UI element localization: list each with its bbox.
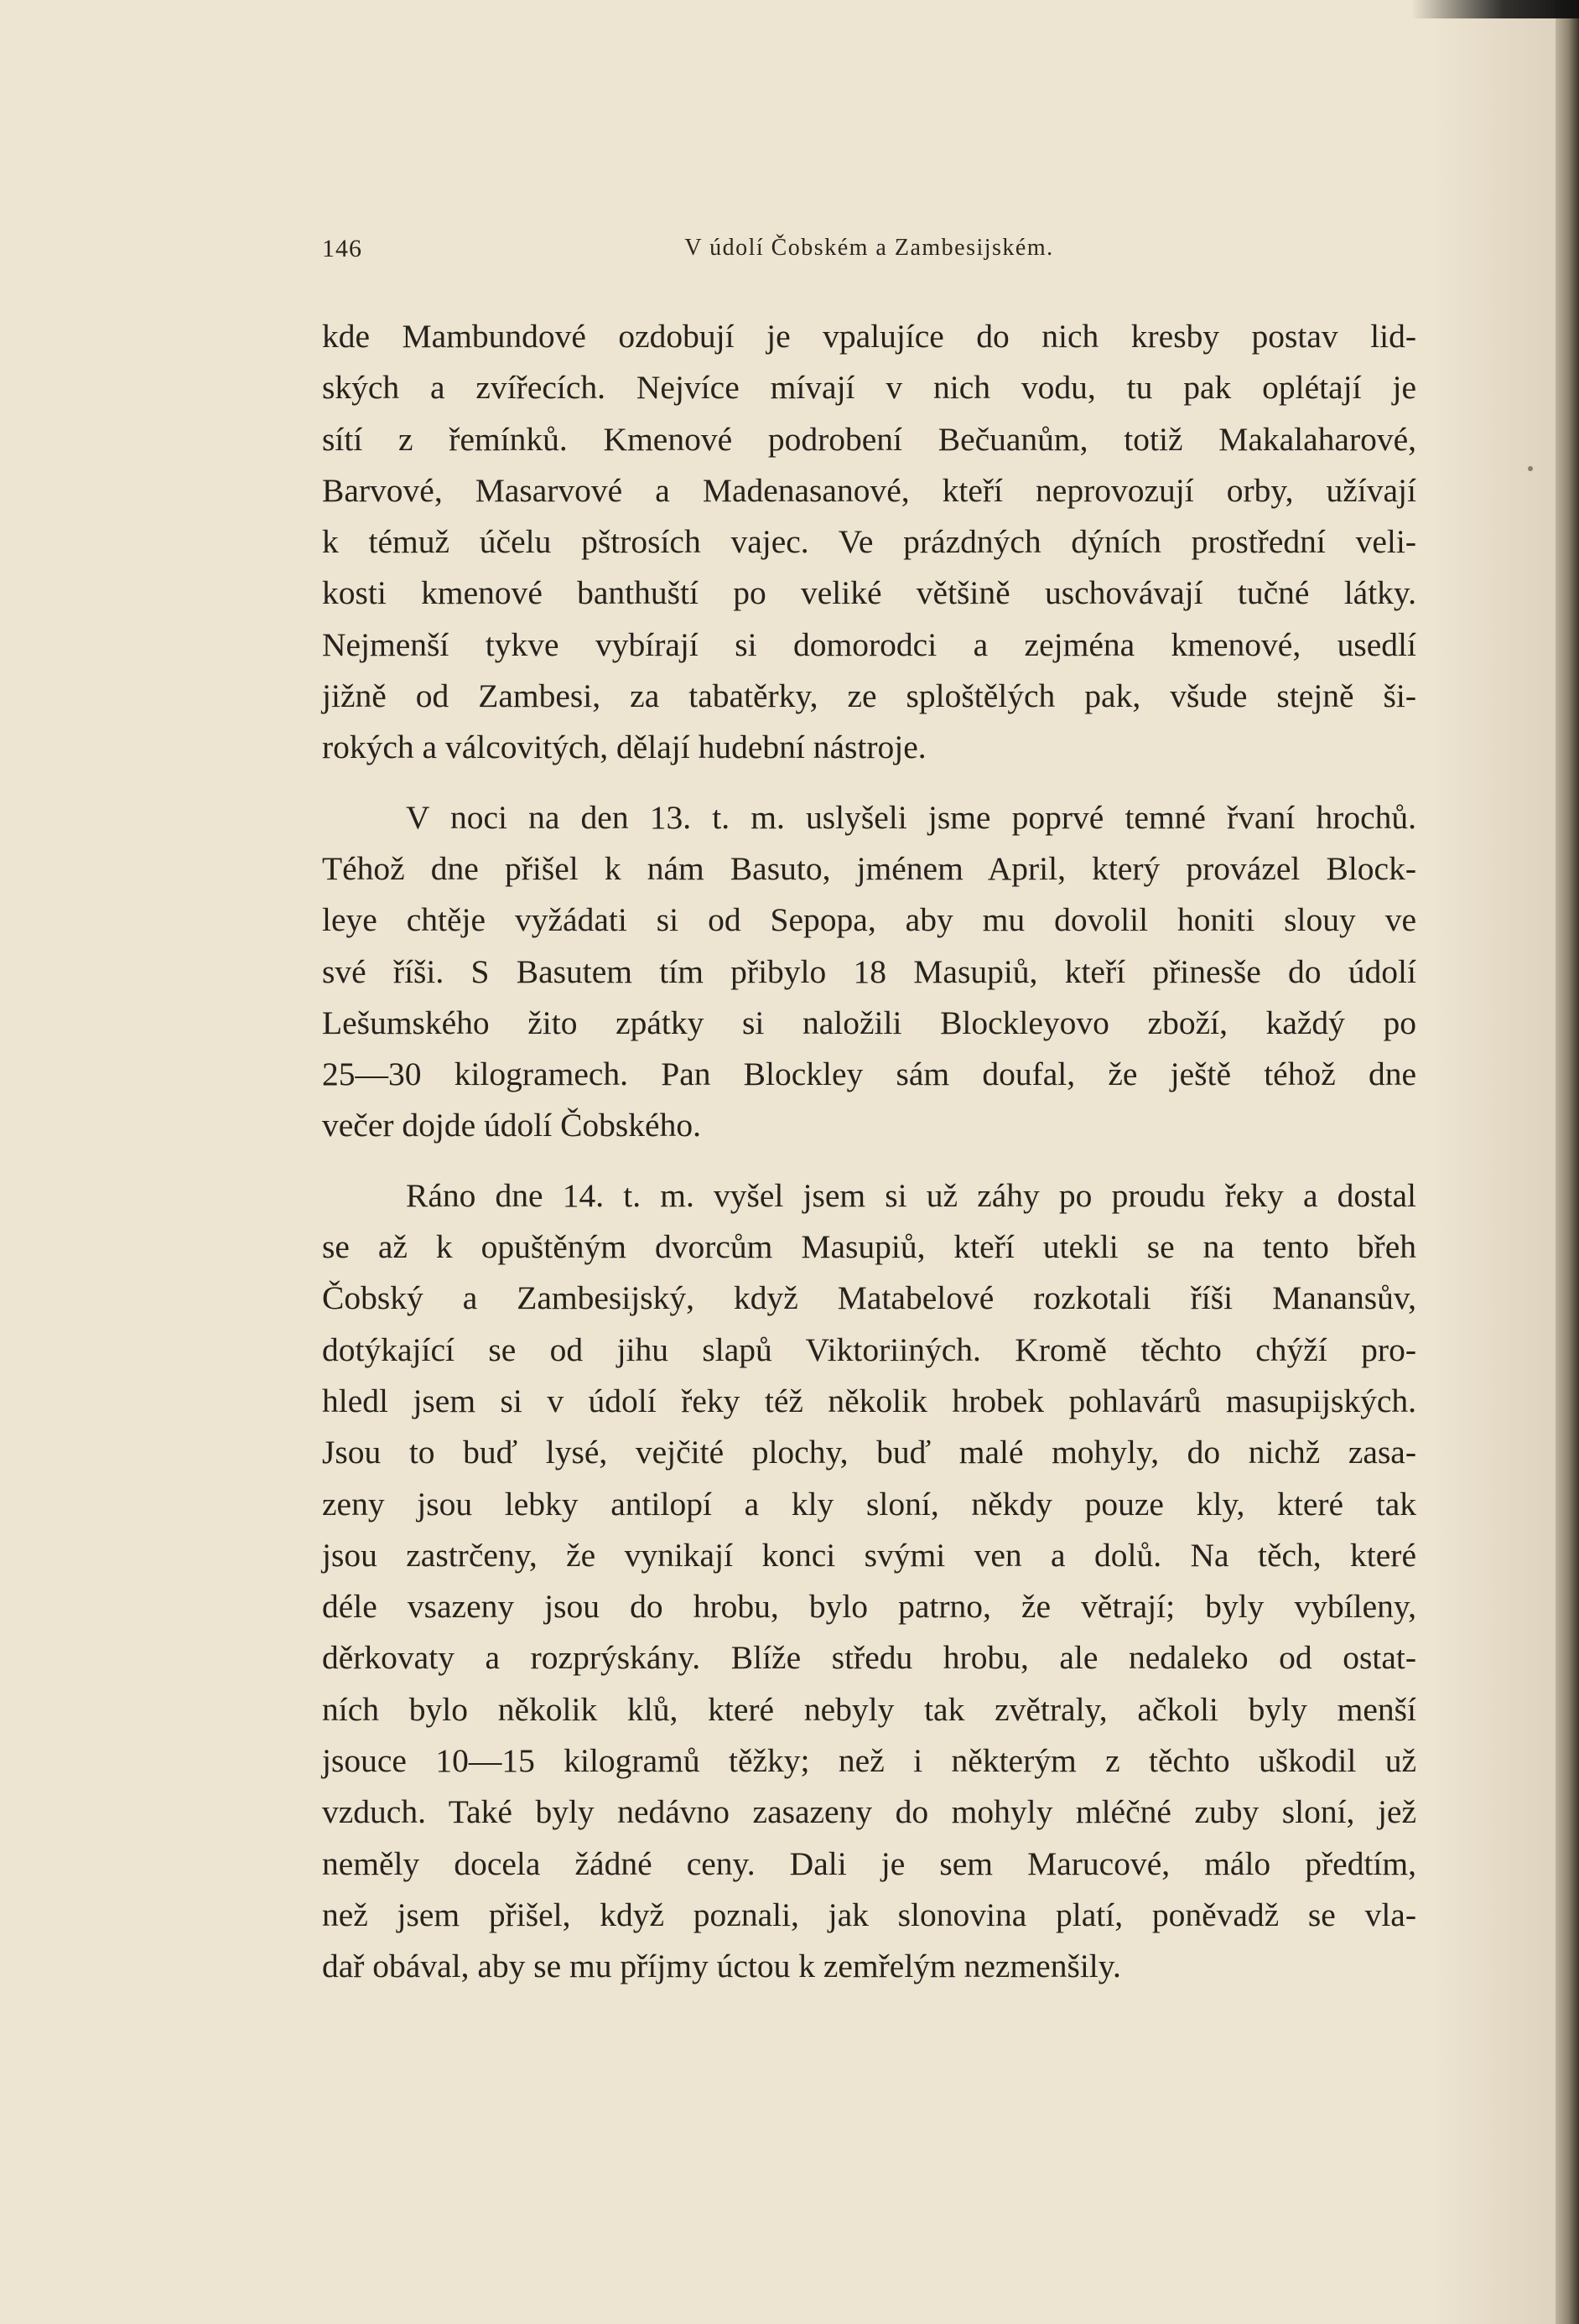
paragraph-2 bbox=[322, 792, 1416, 1152]
text-line: dotýkající se od jihu slapů Viktoriiných. Kromě těchto chýží pro- bbox=[322, 1331, 1416, 1368]
page-number: 146 bbox=[322, 235, 362, 262]
text-line: své říši. S Basutem tím přibylo 18 Masupiů, kteří přinesše do údolí bbox=[322, 952, 1416, 990]
text-line: sítí z řemínků. Kmenové podrobení Bečuanům, totiž Makalaharové, bbox=[322, 420, 1416, 458]
text-line: Čobský a Zambesijský, když Matabelové rozkotali říši Manansův, bbox=[322, 1279, 1416, 1317]
text-line: V noci na den 13. t. m. uslyšeli jsme poprvé temné řvaní hrochů. bbox=[406, 798, 1416, 836]
scan-corner-shadow bbox=[1411, 0, 1579, 18]
text-line: jsouce 10—15 kilogramů těžky; než i některým z těchto uškodil už bbox=[322, 1742, 1416, 1780]
body-text bbox=[322, 311, 1416, 1993]
text-line: Téhož dne přišel k nám Basuto, jménem April, který provázel Block- bbox=[322, 849, 1416, 887]
text-line: než jsem přišel, když poznali, jak slonovina platí, poněvadž se vla- bbox=[322, 1896, 1416, 1933]
text-line: k témuž účelu pštrosích vajec. Ve prázdných dýních prostřední veli- bbox=[322, 523, 1416, 561]
text-line: Nejmenší tykve vybírají si domorodci a zejména kmenové, usedlí bbox=[322, 625, 1416, 663]
text-line: neměly docela žádné ceny. Dali je sem Marucové, málo předtím, bbox=[322, 1844, 1416, 1882]
text-line: dař obával, aby se mu příjmy úctou k zemřelým nezmenšily. bbox=[322, 1948, 1121, 1985]
text-line: 25—30 kilogramech. Pan Blockley sám doufal, že ještě téhož dne bbox=[322, 1056, 1416, 1093]
text-line: Barvové, Masarvové a Madenasanové, kteří neprovozují orby, užívají bbox=[322, 471, 1416, 509]
page-edge bbox=[1556, 0, 1579, 2324]
text-line: rokých a válcovitých, dělají hudební nástroje. bbox=[322, 729, 927, 766]
text-line: zeny jsou lebky antilopí a kly sloní, někdy pouze kly, které tak bbox=[322, 1485, 1416, 1523]
running-title: V údolí Čobském a Zambesijském. bbox=[684, 235, 1054, 261]
text-line: jsou zastrčeny, že vynikají konci svými ven a dolů. Na těch, které bbox=[322, 1536, 1416, 1574]
text-line: kde Mambundové ozdobují je vpalujíce do nich kresby postav lid- bbox=[322, 318, 1416, 355]
text-line: Ráno dne 14. t. m. vyšel jsem si už záhy po proudu řeky a dostal bbox=[406, 1176, 1416, 1214]
paper-speck bbox=[1528, 466, 1533, 471]
paragraph-1 bbox=[322, 311, 1416, 774]
text-line: ských a zvířecích. Nejvíce mívají v nich vodu, tu pak oplétají je bbox=[322, 369, 1416, 407]
text-line: se až k opuštěným dvorcům Masupiů, kteří utekli se na tento břeh bbox=[322, 1228, 1416, 1266]
text-line: déle vsazeny jsou do hrobu, bylo patrno, že větrají; byly vybíleny, bbox=[322, 1588, 1416, 1626]
page-header bbox=[322, 235, 1416, 268]
text-line: kosti kmenové banthuští po veliké většině uschovávají tučné látky. bbox=[322, 574, 1416, 612]
paragraph-3 bbox=[322, 1170, 1416, 1993]
text-line: vzduch. Také byly nedávno zasazeny do mohyly mléčné zuby sloní, jež bbox=[322, 1793, 1416, 1831]
text-line: děrkovaty a rozprýskány. Blíže středu hrobu, ale nedaleko od ostat- bbox=[322, 1639, 1416, 1677]
text-line: leye chtěje vyžádati si od Sepopa, aby mu dovolil honiti slouy ve bbox=[322, 901, 1416, 939]
text-line: jižně od Zambesi, za tabatěrky, ze sploštělých pak, všude stejně ši- bbox=[322, 677, 1416, 715]
text-line: hledl jsem si v údolí řeky též několik hrobek pohlavárů masupijských. bbox=[322, 1382, 1416, 1419]
text-line: ních bylo několik klů, které nebyly tak zvětraly, ačkoli byly menší bbox=[322, 1690, 1416, 1728]
text-line: večer dojde údolí Čobského. bbox=[322, 1107, 701, 1144]
text-line: Jsou to buď lysé, vejčité plochy, buď malé mohyly, do nichž zasa- bbox=[322, 1434, 1416, 1471]
text-line: Lešumského žito zpátky si naložili Blockleyovo zboží, každý po bbox=[322, 1004, 1416, 1041]
